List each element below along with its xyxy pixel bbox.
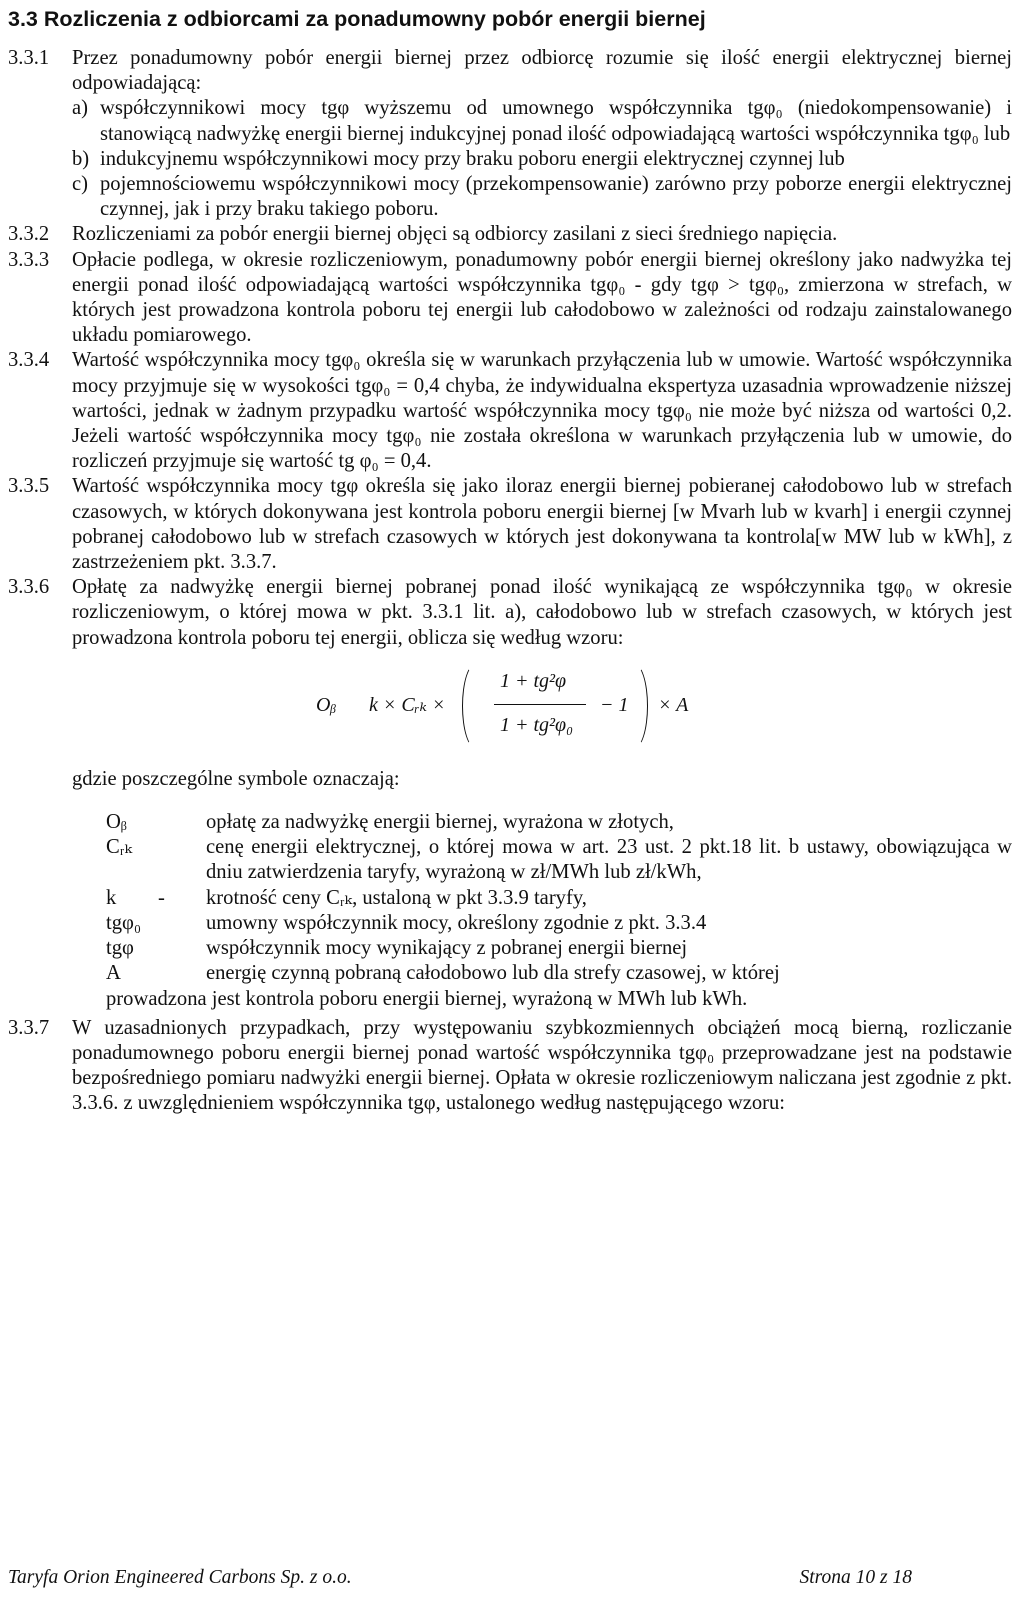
list-key: c) — [72, 173, 88, 196]
section-text: Wartość współczynnika mocy tgφ określa się jako iloraz energii biernej pobieranej całodobowo lub w strefach czasowych, w których dokonywana jest kontrola poboru energii biernej [w Mvarh lub w kvarh] i energii czynnej pobranej całodobowo lub w strefach czasowych w których jest dokonywana ta kontrola[w MW lub w kWh], z zastrzeżeniem pkt. 3.3.7. — [72, 475, 1012, 574]
formula-minus-one: − 1 — [600, 693, 629, 716]
section-text: Wartość współczynnika mocy tgφ₀ określa się w warunkach przyłączenia lub w umowie. Wartość współczynnika mocy przyjmuje się w wysokości tgφ₀ = 0,4 chyba, że indywidualna ekspertyza uzasadnia wprowadzenie niższej wartości, jednak w żadnym przypadku wartość współczynnika mocy tgφ₀ nie może być niższa od wartości 0,2. Jeżeli wartość współczynnika mocy tgφ₀ nie została określona w warunkach przyłączenia lub w umowie, do rozliczeń przyjmuje się wartość tg φ₀ = 0,4. — [72, 349, 1012, 473]
section-3-3-1 — [8, 46, 1012, 222]
section-body — [72, 46, 1012, 222]
definition-text: opłatę za nadwyżkę energii biernej, wyrażona w złotych, — [206, 811, 674, 834]
list-text: pojemnościowemu współczynnikowi mocy (przekompensowanie) zarówno przy poborze energii elektrycznej czynnej, jak i przy braku takiego poboru. — [100, 173, 1012, 221]
section-3-3-7 — [8, 1016, 1012, 1117]
formula-lhs: Oᵦ — [316, 693, 337, 716]
formula-rhs: × A — [658, 693, 689, 716]
definition-dash — [158, 810, 206, 835]
formula-fraction-bar — [494, 704, 586, 705]
list-key: b) — [72, 147, 90, 170]
section-3-3-5 — [8, 474, 1012, 575]
section-title: 3.3 Rozliczenia z odbiorcami za ponadumowny pobór energii biernej — [8, 7, 706, 31]
definition-row — [106, 911, 1012, 936]
section-number: 3.3.4 — [8, 349, 50, 372]
definition-row — [106, 961, 1012, 986]
definition-text: umowny współczynnik mocy, określony zgodnie z pkt. 3.3.4 — [206, 911, 707, 934]
section-text: W uzasadnionych przypadkach, przy występowaniu szybkozmiennych obciążeń mocą bierną, rozliczanie ponadumownego poboru energii biernej ponad wartość współczynnika tgφ₀ przeprowadzane jest na podstawie bezpośredniego pomiaru nadwyżki energii biernej. Opłata w okresie rozliczeniowym naliczana jest zgodnie z pkt. 3.3.6. z uwzględnieniem współczynnika tgφ, ustalonego według następującego wzoru: — [72, 1016, 1012, 1115]
definition-dash — [158, 961, 206, 986]
definition-symbol: k — [106, 886, 117, 909]
definition-continuation: prowadzona jest kontrola poboru energii biernej, wyrażoną w MWh lub kWh. — [106, 987, 748, 1010]
list-text: współczynnikowi mocy tgφ wyższemu od umownego współczynnika tgφ₀ (niedokompensowanie) i stanowiącą nadwyżkę energii biernej indukcyjnej ponad ilość odpowiadającą wartości współczynnika tgφ₀ lub — [100, 97, 1012, 145]
symbol-definitions — [106, 810, 1012, 1012]
definition-text: krotność ceny Cᵣₖ, ustaloną w pkt 3.3.9 taryfy, — [206, 886, 587, 909]
document-body — [8, 46, 1012, 1117]
section-3-3-6 — [8, 575, 1012, 1011]
definition-symbol: A — [106, 962, 121, 985]
formula-left-paren — [462, 663, 490, 749]
section-3-3-4 — [8, 348, 1012, 474]
footer-document-name: Taryfa Orion Engineered Carbons Sp. z o.o. — [8, 1567, 352, 1588]
definition-row — [106, 936, 1012, 961]
formula-right-paren — [620, 663, 648, 749]
definition-symbol: Oᵦ — [106, 811, 127, 834]
definition-symbol: tgφ — [106, 937, 134, 960]
charge-formula — [72, 657, 1012, 753]
definition-row — [106, 835, 1012, 885]
section-number: 3.3.2 — [8, 223, 50, 246]
definition-text: współczynnik mocy wynikający z pobranej energii biernej — [206, 937, 688, 960]
definition-row — [106, 810, 1012, 835]
section-number: 3.3.3 — [8, 248, 50, 271]
section-3-3-3 — [8, 248, 1012, 349]
section-text: Przez ponadumowny pobór energii biernej przez odbiorcę rozumie się ilość energii elektrycznej biernej odpowiadającą: — [72, 47, 1012, 95]
list-text: indukcyjnemu współczynnikowi mocy przy braku poboru energii elektrycznej czynnej lub — [100, 147, 845, 170]
section-number: 3.3.5 — [8, 475, 50, 498]
symbols-intro: gdzie poszczególne symbole oznaczają: — [72, 767, 400, 790]
definition-text: cenę energii elektrycznej, o której mowa w art. 23 ust. 2 pkt.18 lit. b ustawy, obowiązująca w dniu zatwierdzenia taryfy, wyrażoną w zł/MWh lub zł/kWh, — [206, 836, 1012, 884]
list-item-b — [72, 147, 1012, 172]
section-text: Rozliczeniami za pobór energii biernej objęci są odbiorcy zasilani z sieci średniego napięcia. — [72, 223, 838, 246]
footer-page-number: Strona 10 z 18 — [799, 1567, 912, 1588]
section-text: Opłatę za nadwyżkę energii biernej pobranej ponad ilość wynikającą ze współczynnika tgφ₀ w okresie rozliczeniowym, o której mowa w pkt. 3.3.1 lit. a), całodobowo lub w strefach czasowych, w których jest prowadzona kontrola poboru tej energii, oblicza się według wzoru: — [72, 576, 1012, 649]
definition-dash — [158, 911, 206, 936]
section-3-3-2 — [8, 222, 1012, 247]
formula-numerator: 1 + tg²φ — [500, 669, 567, 692]
definition-symbol: tgφ₀ — [106, 911, 142, 934]
definition-dash: - — [158, 886, 165, 909]
definition-text: energię czynną pobraną całodobowo lub dla strefy czasowej, w której — [206, 962, 780, 985]
list-item-c — [72, 172, 1012, 222]
list-key: a) — [72, 97, 88, 120]
section-text: Opłacie podlega, w okresie rozliczeniowym, ponadumowny pobór energii biernej określony jako nadwyżka tej energii ponad ilość odpowiadającą wartości współczynnika tgφ₀ - gdy tgφ > tgφ₀, zmierzona w strefach, w których jest prowadzona kontrola poboru tej energii lub całodobowo w zależności od rodzaju zainstalowanego układu pomiarowego. — [72, 248, 1012, 347]
list-item-a — [72, 96, 1012, 146]
formula-denominator: 1 + tg²φ₀ — [500, 713, 574, 736]
definition-symbol: Cᵣₖ — [106, 836, 132, 859]
section-number: 3.3.6 — [8, 576, 50, 599]
definition-dash — [158, 835, 206, 885]
formula-multiplier: k × Cᵣₖ × — [369, 693, 446, 716]
definition-row — [106, 886, 1012, 911]
section-number: 3.3.1 — [8, 47, 50, 69]
section-body — [72, 575, 1012, 1011]
section-number: 3.3.7 — [8, 1016, 50, 1039]
definition-dash — [158, 936, 206, 961]
